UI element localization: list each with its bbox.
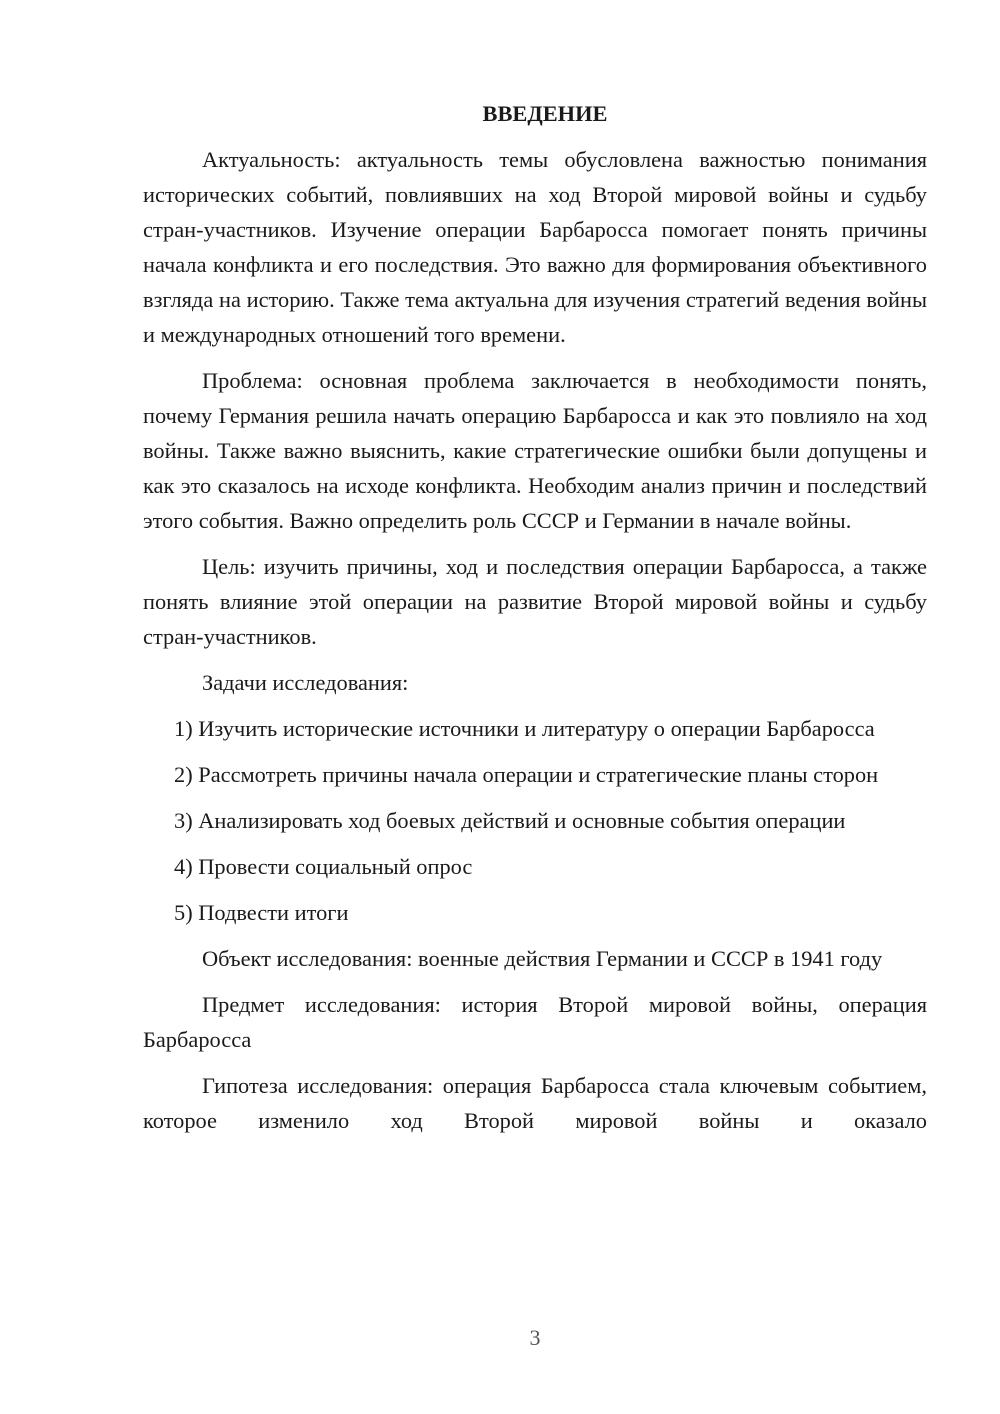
document-body <box>143 96 927 1138</box>
task-item-4: 4) Провести социальный опрос <box>174 854 473 879</box>
paragraph-subject: Предмет исследования: история Второй мировой войны, операция Барбаросса <box>143 992 927 1052</box>
paragraph-goal: Цель: изучить причины, ход и последствия операции Барбаросса, а также понять влияние этой операции на развитие Второй мировой войны и судьбу стран-участников. <box>143 554 927 649</box>
task-item-5: 5) Подвести итоги <box>174 900 349 925</box>
paragraph-problem: Проблема: основная проблема заключается в необходимости понять, почему Германия решила начать операцию Барбаросса и как это повлияло на ход войны. Также важно выяснить, какие стратегические ошибки были допущены и как это сказалось на исходе конфликта. Необходим анализ причин и последствий этого события. Важно определить роль СССР и Германии в начале войны. <box>143 368 927 533</box>
page-number: 3 <box>529 1325 541 1350</box>
paragraph-relevance: Актуальность: актуальность темы обусловлена важностью понимания исторических событий, повлиявших на ход Второй мировой войны и судьбу стран-участников. Изучение операции Барбаросса помогает понять причины начала конфликта и его последствия. Это важно для формирования объективного взгляда на историю. Также тема актуальна для изучения стратегий ведения войны и международных отношений того времени. <box>143 147 927 347</box>
tasks-heading: Задачи исследования: <box>202 670 409 695</box>
paragraph-object: Объект исследования: военные действия Германии и СССР в 1941 году <box>202 946 883 971</box>
section-title: ВВЕДЕНИЕ <box>482 101 608 126</box>
task-item-2: 2) Рассмотреть причины начала операции и стратегические планы сторон <box>174 762 879 787</box>
task-item-1: 1) Изучить исторические источники и литературу о операции Барбаросса <box>174 716 875 741</box>
task-item-3: 3) Анализировать ход боевых действий и основные события операции <box>174 808 846 833</box>
paragraph-hypothesis: Гипотеза исследования: операция Барбаросса стала ключевым событием, которое изменило ход Второй мировой войны и оказало <box>143 1073 927 1133</box>
